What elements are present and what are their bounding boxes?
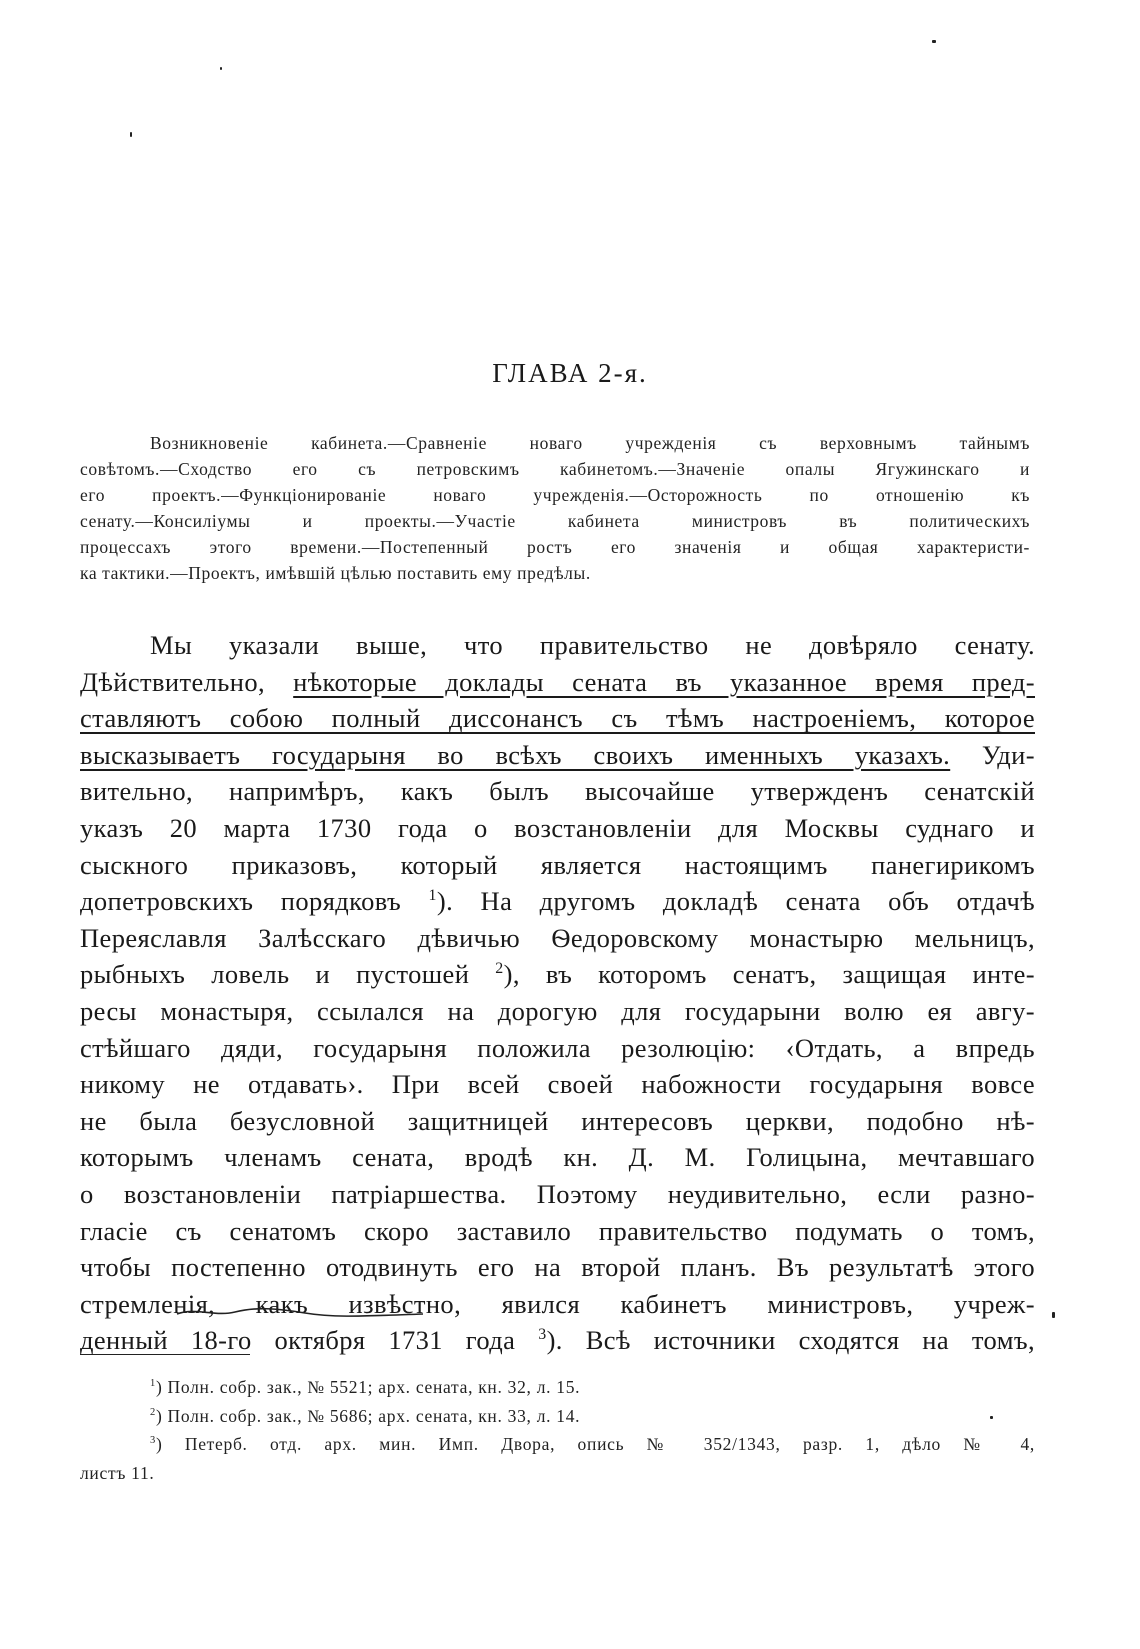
body-line: чтобы постепенно отодвинуть его на второй планъ. Въ результатѣ этого [80,1252,1035,1283]
footnote [80,1430,1035,1459]
body-line: никому не отдавать›. При всей своей набожности государыня вовсе [80,1069,1035,1100]
summary-line: совѣтомъ.—Сходство его съ петровскимъ кабинетомъ.—Значеніе опалы Ягужинскаго и [80,459,1030,479]
body-text-span: денный 18-го октября 1731 года [80,1325,539,1356]
body-line: стѣйшаго дяди, государыня положила резолюцію: ‹Отдать, а впредь [80,1032,1035,1063]
footnotes [80,1373,1035,1487]
scan-speck [130,132,132,137]
body-line: стремленія, какъ извѣстно, явился кабинетъ министровъ, учреж- [80,1288,1035,1319]
underlined-passage: высказываетъ государыня во всѣхъ своихъ именныхъ указахъ. [80,739,951,770]
body-text-span: рыбныхъ ловель и пустошей [80,959,496,990]
scan-speck [1052,1312,1055,1318]
footnote-text: ) Петерб. отд. арх. мин. Имп. Двора, опись № 352/1343, разр. 1, дѣло № 4, [155,1434,1035,1454]
footnote-text: ) Полн. собр. зак., № 5521; арх. сената, кн. 32, л. 15. [155,1377,581,1397]
footnote [80,1373,1035,1402]
footnote-mark: 1 [150,1378,156,1390]
body-line: Мы указали выше, что правительство не довѣряло сенату. [150,630,1035,660]
scan-speck [932,40,936,43]
body-text-span: Уди- [950,739,1035,770]
body-line: гласіе съ сенатомъ скоро заставило правительство подумать о томъ, [80,1215,1035,1246]
body-line: о возстановленіи патріаршества. Поэтому неудивительно, если разно- [80,1178,1035,1209]
footnote-divider [80,1354,250,1355]
summary-line: его проектъ.—Функціонированіе новаго учрежденія.—Осторожность по отношенію къ [80,485,1030,505]
underlined-passage: нѣкоторые доклады сената въ указанное время пред- [293,666,1035,697]
footnote-ref[interactable]: 2 [495,960,504,978]
body-text-span: ), въ которомъ сенатъ, защищая инте- [503,959,1035,990]
footnote-ref[interactable]: 3 [538,1326,547,1344]
body-line: ресы монастыря, ссылался на дорогую для государыни волю ея авгу- [80,995,1035,1026]
footnote-mark: 2 [150,1406,156,1418]
scan-speck [220,67,222,70]
body-paragraph [80,627,1035,1359]
summary-line: ка тактики.—Проектъ, имѣвшій цѣлью поставить ему предѣлы. [80,563,591,583]
body-line: Переяславля Залѣсскаго дѣвичью Ѳедоровскому монастырю мельницъ, [80,922,1035,953]
body-line: не была безусловной защитницей интересовъ церкви, подобно нѣ- [80,1105,1035,1136]
body-text-span: ). На другомъ докладѣ сената объ отдачѣ [436,886,1035,917]
body-line [80,700,1035,737]
body-line [80,883,1035,920]
footnote-text: ) Полн. собр. зак., № 5686; арх. сената, кн. 33, л. 14. [155,1405,581,1426]
footnote-mark: 3 [150,1435,156,1447]
summary-line: процессахъ этого времени.—Постепенный ростъ его значенія и общая характеристи- [80,537,1030,557]
handwritten-wavy-underline [175,1305,425,1319]
body-line: указъ 20 марта 1730 года о возстановленіи для Москвы суднаго и [80,812,1035,843]
summary-line: сенату.—Консиліумы и проекты.—Участіе кабинета министровъ въ политическихъ [80,511,1030,531]
body-text-span: допетровскихъ порядковъ [80,886,429,917]
chapter-title: ГЛАВА 2-я. [492,358,648,388]
underlined-passage: ставляютъ собою полный диссонансъ съ тѣмъ настроеніемъ, которое [80,703,1035,734]
summary-line: Возникновеніе кабинета.—Сравненіе новаго учрежденія съ верховнымъ тайнымъ [150,433,1030,453]
chapter-summary [80,430,1030,586]
body-text-span: Дѣйствительно, [80,666,294,697]
footnote-ref[interactable]: 1 [428,887,437,905]
body-line [80,664,1035,701]
footnote [80,1402,1035,1431]
body-line [80,956,1035,993]
footnote-continuation: листъ 11. [80,1462,155,1483]
body-line: сыскного приказовъ, который является настоящимъ панегирикомъ [80,849,1035,880]
body-line [80,737,1035,774]
body-line: которымъ членамъ сената, вродѣ кн. Д. М. Голицына, мечтавшаго [80,1142,1035,1173]
body-line: вительно, напримѣръ, какъ былъ высочайше утвержденъ сенатскій [80,776,1035,807]
body-text-span: ). Всѣ источники сходятся на томъ, [546,1325,1035,1356]
